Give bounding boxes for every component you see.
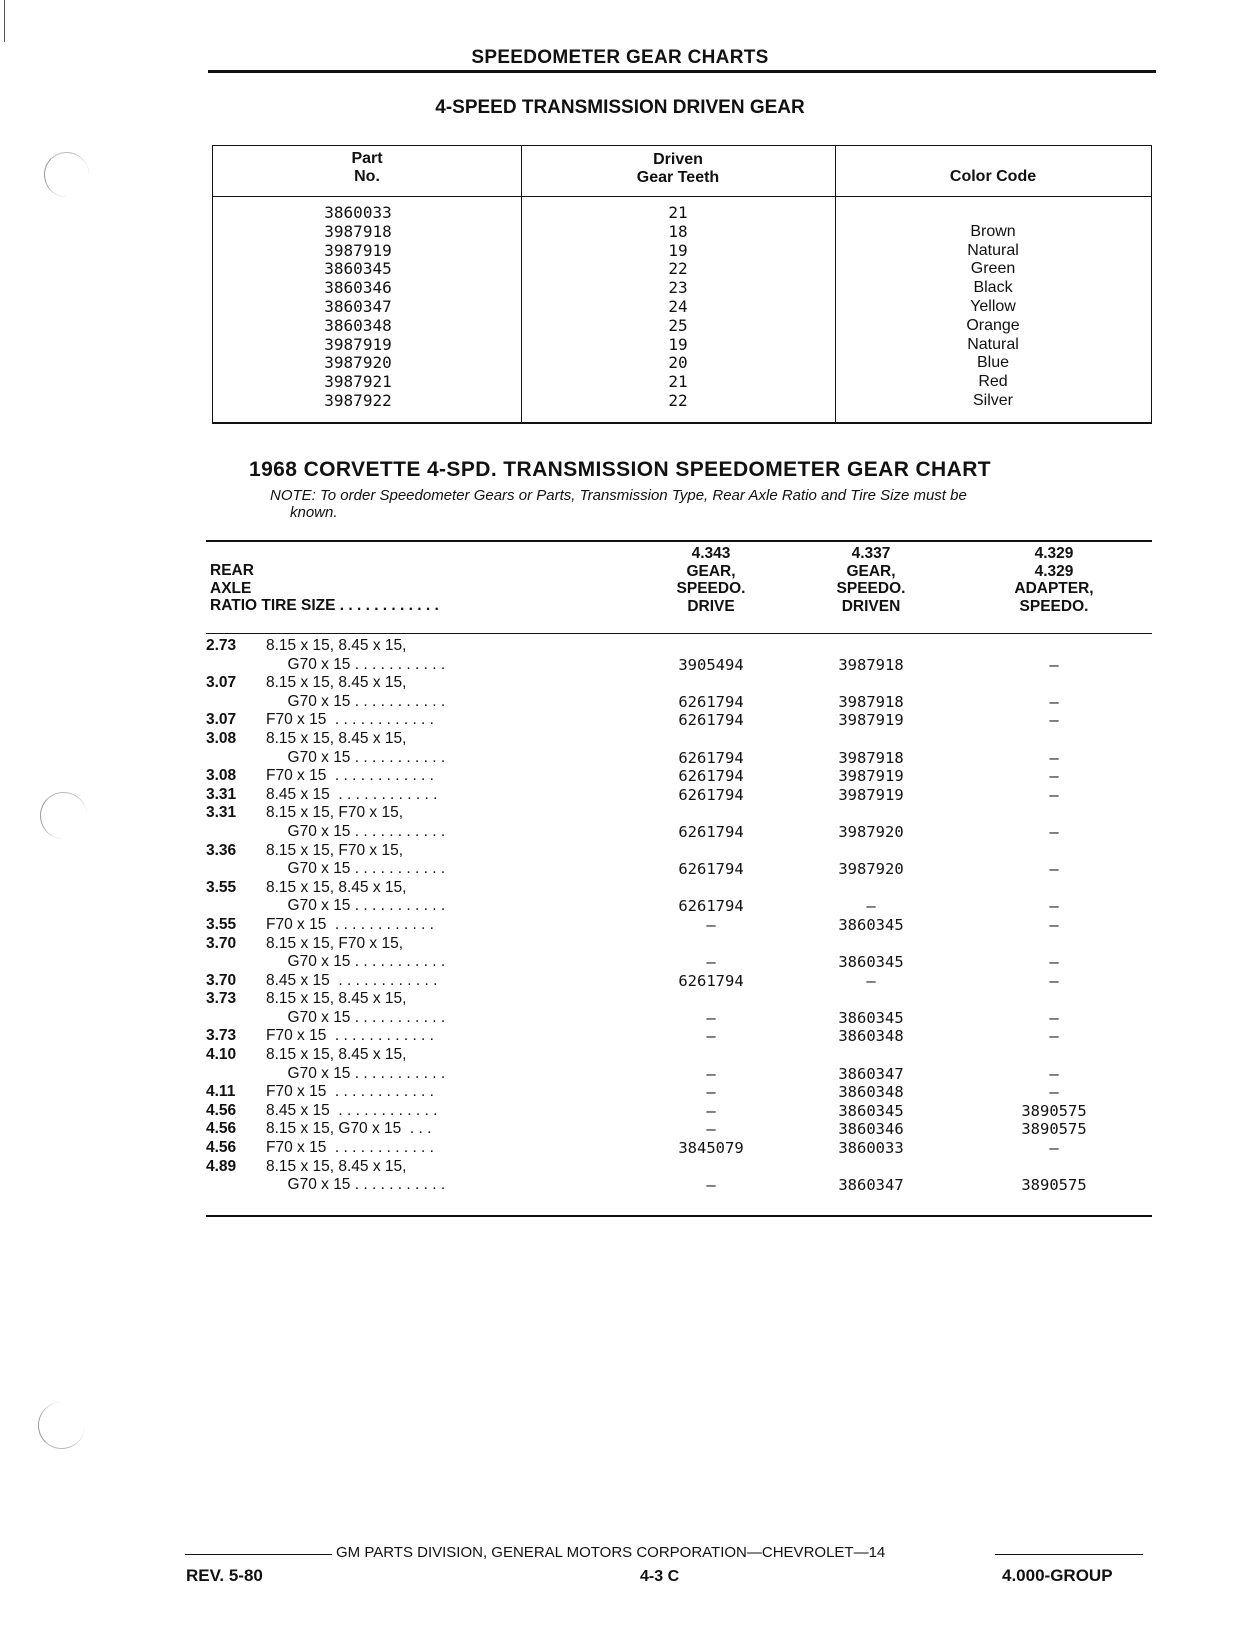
chart-title: 1968 CORVETTE 4-SPD. TRANSMISSION SPEEDOMETER GEAR CHART — [249, 458, 991, 481]
speedo-drive-cell: — — [706, 1101, 716, 1120]
tire-size-cell: 8.45 x 15 . . . . . . . . . . . . — [266, 785, 438, 803]
adapter-header-line3: ADAPTER, — [1014, 580, 1094, 597]
footer-revision: REV. 5-80 — [186, 1566, 263, 1585]
axle-header: AXLE — [210, 579, 252, 597]
rear-header: REAR — [210, 562, 254, 579]
chart-bottom-rule — [206, 1215, 1152, 1217]
speedo-drive-cell: 6261794 — [678, 860, 744, 879]
gear-teeth-cell: 22 — [668, 390, 688, 410]
adapter-cell: — — [1049, 692, 1059, 711]
speedo-drive-header — [636, 545, 786, 615]
speedo-driven-cell: 3987918 — [838, 692, 904, 711]
tire-size-cell: 8.45 x 15 . . . . . . . . . . . . — [266, 1101, 438, 1119]
adapter-cell: — — [1049, 711, 1059, 730]
adapter-cell: — — [1049, 1139, 1059, 1158]
speedo-driven-cell: 3860348 — [838, 1083, 904, 1102]
speedo-drive-cell: — — [706, 1083, 716, 1102]
gear-teeth-cell: 20 — [668, 353, 688, 373]
speedo-drive-cell: 6261794 — [678, 711, 744, 730]
chart-header-rule — [206, 633, 1152, 634]
tire-size-cell: G70 x 15 . . . . . . . . . . . — [266, 860, 446, 878]
speedo-driven-cell: — — [866, 897, 876, 916]
tire-size-cell: 8.15 x 15, 8.45 x 15, — [266, 674, 407, 692]
tire-size-cell: G70 x 15 . . . . . . . . . . . — [266, 822, 446, 840]
chart-row — [206, 656, 1152, 675]
part-no-header-line1: Part — [351, 150, 383, 167]
chart-row — [206, 1120, 1152, 1139]
gear-teeth-cell: 23 — [668, 278, 688, 298]
speedo-drive-header-line2: GEAR, — [686, 562, 736, 580]
gear-teeth-cell: 21 — [668, 203, 688, 222]
adapter-cell: — — [1049, 1064, 1059, 1083]
adapter-cell: — — [1049, 1027, 1059, 1046]
axle-ratio-cell: 3.70 — [206, 971, 237, 989]
speedo-drive-cell: 3845079 — [678, 1139, 744, 1158]
adapter-cell: — — [1049, 767, 1059, 786]
speedo-drive-cell: 6261794 — [678, 822, 744, 841]
driven-gear-table — [212, 145, 1152, 424]
axle-ratio-cell: 3.73 — [206, 990, 237, 1008]
speedo-driven-header-line4: DRIVEN — [841, 597, 901, 615]
tire-size-cell: G70 x 15 . . . . . . . . . . . — [266, 655, 446, 673]
axle-ratio-cell: 4.56 — [206, 1120, 237, 1138]
order-note-line2: known. — [290, 504, 338, 521]
tire-size-cell: F70 x 15 . . . . . . . . . . . . — [266, 915, 434, 933]
tire-size-cell: 8.15 x 15, G70 x 15 . . . — [266, 1120, 432, 1138]
axle-ratio-cell: 3.08 — [206, 767, 237, 785]
axle-ratio-cell: 4.10 — [206, 1046, 237, 1064]
tire-size-cell: 8.15 x 15, F70 x 15, — [266, 934, 404, 952]
part-no-column — [213, 204, 503, 411]
adapter-cell: — — [1049, 822, 1059, 841]
chart-row — [206, 711, 1152, 730]
gear-teeth-cell: 21 — [668, 372, 688, 392]
axle-ratio-cell: 3.70 — [206, 934, 237, 952]
chart-row — [206, 637, 1152, 656]
speedo-drive-cell: 3905494 — [678, 655, 744, 674]
speedo-drive-cell: 6261794 — [678, 971, 744, 990]
tire-size-cell: G70 x 15 . . . . . . . . . . . — [266, 1176, 446, 1194]
speedo-driven-cell: 3987920 — [838, 860, 904, 879]
speedo-drive-cell: — — [706, 1027, 716, 1046]
color-code-cell — [835, 204, 1151, 223]
tire-size-cell: G70 x 15 . . . . . . . . . . . — [266, 1008, 446, 1026]
tire-size-cell: F70 x 15 . . . . . . . . . . . . — [266, 1139, 434, 1157]
speedo-drive-cell: — — [706, 1064, 716, 1083]
chart-row — [206, 693, 1152, 712]
axle-ratio-cell: 3.36 — [206, 841, 237, 859]
ratio-tire-size-header: RATIO TIRE SIZE . . . . . . . . . . . . — [210, 597, 439, 614]
footer-group: 4.000-GROUP — [1002, 1566, 1113, 1585]
speedo-drive-header-line1: 4.343 — [691, 545, 731, 562]
axle-ratio-cell: 3.07 — [206, 711, 237, 729]
speedo-driven-cell: 3860345 — [838, 953, 904, 972]
tire-size-cell: 8.15 x 15, 8.45 x 15, — [266, 729, 407, 747]
chart-row — [206, 823, 1152, 842]
footer-rule-left — [185, 1554, 332, 1555]
speedo-drive-cell: 6261794 — [678, 785, 744, 804]
chart-top-rule — [206, 540, 1152, 542]
adapter-cell: — — [1049, 748, 1059, 767]
color-code-cell: Natural — [967, 335, 1019, 353]
chart-row — [206, 804, 1152, 823]
part-no-cell: 3987919 — [324, 334, 392, 354]
color-code-cell: Natural — [967, 241, 1019, 259]
speedo-drive-cell: 6261794 — [678, 748, 744, 767]
adapter-cell: — — [1049, 860, 1059, 879]
gear-teeth-cell: 19 — [668, 240, 688, 260]
binder-hole-mark — [40, 792, 87, 839]
speedo-drive-cell: — — [706, 1176, 716, 1195]
adapter-cell: 3890575 — [1021, 1176, 1087, 1195]
adapter-cell: — — [1049, 971, 1059, 990]
chart-row — [206, 897, 1152, 916]
speedo-drive-cell: 6261794 — [678, 897, 744, 916]
binder-hole-mark — [44, 152, 89, 197]
axle-ratio-cell: 3.55 — [206, 915, 237, 933]
footer-division: GM PARTS DIVISION, GENERAL MOTORS CORPORATION—CHEVROLET—14 — [336, 1544, 886, 1561]
chart-row — [206, 767, 1152, 786]
color-code-cell: Silver — [972, 391, 1013, 409]
speedo-driven-header-line2: GEAR, — [846, 562, 896, 580]
speedometer-gear-chart-body — [206, 637, 1152, 1195]
gear-teeth-header-line2: Gear Teeth — [636, 169, 720, 186]
part-no-header-line2: No. — [354, 168, 380, 185]
speedo-driven-cell: 3860348 — [838, 1027, 904, 1046]
speedo-driven-cell: 3987919 — [838, 767, 904, 786]
speedo-drive-header-line3: SPEEDO. — [676, 580, 746, 597]
tire-size-cell: F70 x 15 . . . . . . . . . . . . — [266, 767, 434, 785]
adapter-cell: — — [1049, 897, 1059, 916]
speedo-driven-header-line1: 4.337 — [851, 545, 891, 562]
tire-size-cell: F70 x 15 . . . . . . . . . . . . — [266, 1083, 434, 1101]
speedo-driven-cell: 3860345 — [838, 1008, 904, 1027]
chart-row — [206, 935, 1152, 954]
page-header-title: SPEEDOMETER GEAR CHARTS — [471, 47, 769, 68]
color-code-cell: Black — [973, 279, 1013, 297]
tire-size-cell: G70 x 15 . . . . . . . . . . . — [266, 748, 446, 766]
order-note-line1: NOTE: To order Speedometer Gears or Parts, Transmission Type, Rear Axle Ratio and Tire Size must be — [270, 487, 967, 504]
chart-row — [206, 1027, 1152, 1046]
speedo-driven-cell: 3987919 — [838, 785, 904, 804]
chart-row — [206, 1083, 1152, 1102]
speedo-driven-cell: 3987918 — [838, 655, 904, 674]
part-no-cell: 3987918 — [324, 221, 392, 241]
gear-teeth-header-line1: Driven — [653, 151, 703, 168]
tire-size-cell: 8.15 x 15, 8.45 x 15, — [266, 1046, 407, 1064]
speedo-driven-cell: 3860033 — [838, 1139, 904, 1158]
gear-teeth-cell: 18 — [668, 221, 688, 241]
tire-size-cell: G70 x 15 . . . . . . . . . . . — [266, 953, 446, 971]
axle-ratio-cell: 4.89 — [206, 1157, 237, 1175]
chart-row — [206, 842, 1152, 861]
tire-size-cell: F70 x 15 . . . . . . . . . . . . — [266, 1027, 434, 1045]
header-rule — [208, 70, 1156, 73]
tire-size-cell: G70 x 15 . . . . . . . . . . . — [266, 897, 446, 915]
adapter-header-line4: SPEEDO. — [1019, 597, 1089, 615]
tire-size-cell: F70 x 15 . . . . . . . . . . . . — [266, 711, 434, 729]
speedo-driven-cell: 3860347 — [838, 1176, 904, 1195]
tire-size-cell: 8.15 x 15, 8.45 x 15, — [266, 990, 407, 1008]
adapter-cell: 3890575 — [1021, 1101, 1087, 1120]
part-no-cell: 3860345 — [324, 259, 392, 279]
adapter-header — [956, 545, 1152, 615]
adapter-cell: — — [1049, 953, 1059, 972]
binder-hole-mark — [38, 1402, 85, 1449]
axle-ratio-cell: 4.56 — [206, 1139, 237, 1157]
speedo-driven-cell: 3860345 — [838, 915, 904, 934]
axle-ratio-cell: 3.08 — [206, 729, 237, 747]
color-code-header: Color Code — [949, 168, 1037, 185]
chart-row — [206, 749, 1152, 768]
adapter-cell: — — [1049, 915, 1059, 934]
axle-ratio-cell: 3.07 — [206, 674, 237, 692]
tire-size-cell: 8.15 x 15, F70 x 15, — [266, 804, 404, 822]
axle-ratio-cell: 4.11 — [206, 1083, 236, 1101]
axle-ratio-cell: 3.55 — [206, 878, 237, 896]
chart-row — [206, 1102, 1152, 1121]
adapter-cell: — — [1049, 785, 1059, 804]
gear-teeth-cell: 22 — [668, 259, 688, 279]
tire-size-cell: 8.45 x 15 . . . . . . . . . . . . — [266, 971, 438, 989]
axle-ratio-cell: 3.31 — [206, 785, 237, 803]
part-no-cell: 3987920 — [324, 353, 392, 373]
speedo-driven-header-line3: SPEEDO. — [836, 580, 906, 597]
axle-ratio-cell: 2.73 — [206, 637, 237, 654]
part-no-cell: 3860346 — [324, 278, 392, 298]
tire-size-cell: 8.15 x 15, F70 x 15, — [266, 841, 404, 859]
chart-row — [206, 916, 1152, 935]
chart-row — [206, 860, 1152, 879]
color-code-column — [835, 204, 1151, 411]
chart-row — [206, 953, 1152, 972]
adapter-cell: 3890575 — [1021, 1120, 1087, 1139]
axle-ratio-cell: 3.73 — [206, 1027, 237, 1045]
adapter-cell: — — [1049, 1083, 1059, 1102]
footer-page-number: 4-3 C — [640, 1568, 680, 1585]
color-code-cell: Brown — [970, 222, 1016, 240]
speedo-driven-cell: 3987919 — [838, 711, 904, 730]
adapter-header-line1: 4.329 — [1034, 545, 1074, 562]
speedo-driven-cell: 3860347 — [838, 1064, 904, 1083]
chart-row — [206, 990, 1152, 1009]
speedo-drive-cell: — — [706, 953, 716, 972]
chart-row — [206, 786, 1152, 805]
speedo-drive-cell: — — [706, 1120, 716, 1139]
tire-size-cell: 8.15 x 15, 8.45 x 15, — [266, 878, 407, 896]
chart-row — [206, 1009, 1152, 1028]
speedo-drive-cell: 6261794 — [678, 692, 744, 711]
speedo-driven-cell: — — [866, 971, 876, 990]
page-edge-mark — [4, 0, 5, 42]
color-code-cell: Blue — [976, 354, 1010, 372]
speedo-driven-cell: 3860345 — [838, 1101, 904, 1120]
speedo-drive-header-line4: DRIVE — [687, 597, 735, 615]
speedo-driven-cell: 3987918 — [838, 748, 904, 767]
adapter-cell: — — [1049, 655, 1059, 674]
part-no-cell: 3860033 — [324, 203, 392, 222]
color-code-cell: Green — [970, 260, 1016, 278]
adapter-cell: — — [1049, 1008, 1059, 1027]
footer-rule-right — [995, 1554, 1143, 1555]
chart-row — [206, 1139, 1152, 1158]
part-no-cell: 3987922 — [324, 390, 392, 410]
chart-row — [206, 972, 1152, 991]
color-code-cell: Yellow — [970, 297, 1016, 315]
speedo-driven-cell: 3860346 — [838, 1120, 904, 1139]
part-no-cell: 3860348 — [324, 315, 392, 335]
gear-teeth-cell: 19 — [668, 334, 688, 354]
color-code-cell: Orange — [966, 316, 1020, 334]
part-no-cell: 3987921 — [324, 372, 392, 392]
chart-row — [206, 1046, 1152, 1065]
axle-ratio-cell: 3.31 — [206, 804, 237, 822]
rear-axle-header — [210, 562, 439, 615]
order-note — [270, 487, 1130, 521]
tire-size-cell: G70 x 15 . . . . . . . . . . . — [266, 1064, 446, 1082]
chart-row — [206, 1065, 1152, 1084]
axle-ratio-cell: 4.56 — [206, 1101, 237, 1119]
gear-teeth-cell: 25 — [668, 315, 688, 335]
part-no-cell: 3987919 — [324, 240, 392, 260]
tire-size-cell: 8.15 x 15, 8.45 x 15, — [266, 637, 407, 654]
color-code-cell: Red — [978, 373, 1008, 391]
speedo-driven-cell: 3987920 — [838, 822, 904, 841]
speedo-driven-header — [786, 545, 956, 615]
speedo-drive-cell: — — [706, 1008, 716, 1027]
chart-row — [206, 1176, 1152, 1195]
gear-teeth-column — [521, 204, 835, 411]
chart-row — [206, 1158, 1152, 1177]
speedo-drive-cell: 6261794 — [678, 767, 744, 786]
chart-row — [206, 730, 1152, 749]
chart-row — [206, 674, 1152, 693]
part-no-cell: 3860347 — [324, 296, 392, 316]
adapter-header-line2: 4.329 — [1034, 562, 1074, 580]
speedo-drive-cell: — — [706, 915, 716, 934]
chart-row — [206, 879, 1152, 898]
tire-size-cell: G70 x 15 . . . . . . . . . . . — [266, 692, 446, 710]
tire-size-cell: 8.15 x 15, 8.45 x 15, — [266, 1157, 407, 1175]
gear-teeth-cell: 24 — [668, 296, 688, 316]
driven-gear-title: 4-SPEED TRANSMISSION DRIVEN GEAR — [435, 97, 805, 118]
